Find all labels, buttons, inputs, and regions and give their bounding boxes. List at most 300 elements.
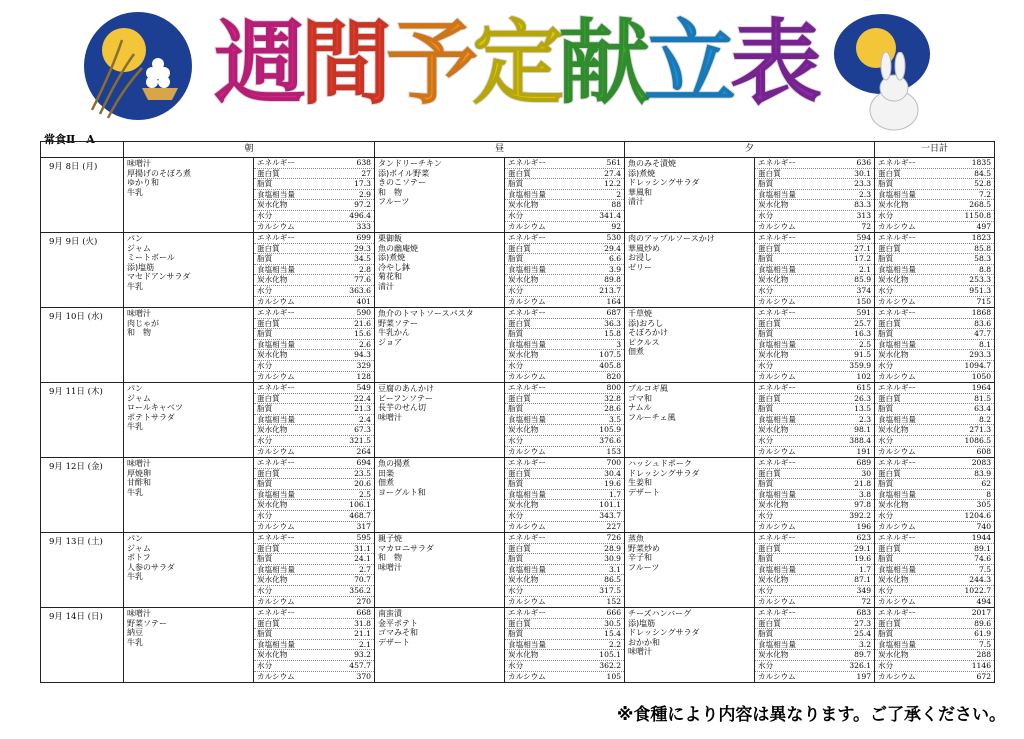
nutrient-label: 蛋白質 (758, 468, 781, 478)
nutrient-row (875, 286, 994, 297)
nutrient-row (505, 233, 624, 244)
nutrient-row (755, 233, 874, 244)
nutrient-value: 401 (356, 296, 372, 306)
nutrient-row (755, 308, 874, 319)
nutrient-row (505, 158, 624, 169)
nutrient-label: エネルギー (758, 383, 796, 392)
nutrient-row (505, 200, 624, 211)
nutrient-label: 食塩相当量 (758, 489, 796, 499)
nutrient-row (875, 500, 994, 511)
nutrient-label: エネルギー (758, 608, 796, 617)
nutrient-value: 63.4 (974, 404, 992, 414)
nutrient-label: 炭水化物 (508, 425, 539, 435)
nutrient-row (755, 500, 874, 511)
nutrient-row (875, 211, 994, 222)
nutrient-value: 497 (976, 221, 992, 231)
dish-item: ロールキャベツ (127, 403, 183, 413)
nutrient-row (505, 650, 624, 661)
nutrient-label: 炭水化物 (878, 200, 909, 210)
nutrient-label: 炭水化物 (758, 275, 789, 285)
dish-item: ドレッシングサラダ (628, 178, 700, 188)
nutrient-row (505, 619, 624, 630)
nutrient-label: 脂質 (508, 404, 524, 414)
nutrient-row (875, 158, 994, 169)
nutrient-row (505, 533, 624, 544)
dish-item: 田楽 (378, 468, 395, 478)
nutrient-label: 蛋白質 (508, 468, 531, 478)
nutrient-label: エネルギー (878, 383, 917, 392)
nutrient-value: 22.4 (354, 393, 372, 403)
daily-total-nutrition (875, 233, 995, 308)
nutrient-row (755, 394, 874, 405)
nutrient-label: 水分 (758, 510, 774, 520)
nutrient-row (254, 575, 374, 586)
nutrient-label: 脂質 (758, 329, 774, 339)
page-title (214, 10, 823, 117)
nutrient-label: 食塩相当量 (758, 189, 796, 199)
nutrient-label: 炭水化物 (508, 350, 539, 360)
nutrient-row (875, 319, 994, 330)
dish-item: 清汁 (378, 281, 395, 291)
dish-item: パン (127, 234, 143, 243)
lunch-dishes (375, 608, 505, 683)
nutrient-row (875, 458, 994, 469)
nutrient-label: エネルギー (257, 533, 295, 542)
nutrient-label: 水分 (508, 285, 524, 295)
nutrient-label: 食塩相当量 (878, 339, 917, 349)
nutrient-value: 293.3 (969, 350, 992, 360)
daily-total-header: 一日計 (875, 142, 995, 158)
nutrient-row (875, 608, 994, 619)
nutrient-value: 608 (976, 446, 992, 456)
dish-item: 野菜ソテー (127, 618, 167, 628)
nutrient-label: 蛋白質 (257, 318, 280, 328)
nutrient-value: 62 (981, 479, 992, 489)
breakfast-dishes (124, 158, 254, 233)
daily-total-nutrition (875, 608, 995, 683)
nutrient-label: 炭水化物 (257, 575, 288, 585)
nutrient-label: カルシウム (758, 596, 796, 606)
dish-item: ミートボール (127, 253, 175, 263)
nutrient-label: エネルギー (878, 458, 917, 467)
dinner-nutrition (755, 158, 875, 233)
nutrient-label: カルシウム (758, 371, 796, 381)
nutrient-value: 253.3 (969, 275, 992, 285)
nutrient-value: 83.3 (854, 200, 872, 210)
nutrient-value: 683 (856, 608, 872, 617)
nutrient-row (755, 436, 874, 447)
dish-item: 千草焼 (628, 309, 653, 318)
date-cell: 9月 14日 (日) (41, 608, 124, 683)
dish-item: デザート (378, 637, 411, 647)
dish-item: タンドリーチキン (378, 159, 442, 168)
nutrient-row (755, 554, 874, 565)
nutrient-value: 457.7 (349, 660, 372, 670)
nutrient-row (755, 533, 874, 544)
nutrient-label: 炭水化物 (878, 425, 909, 435)
dish-item: 甘酢和 (127, 478, 151, 488)
dish-item: 魚の幽庵焼 (378, 243, 419, 253)
nutrient-value: 83.6 (974, 318, 992, 328)
nutrient-value: 1835 (971, 158, 992, 167)
nutrient-row (755, 329, 874, 340)
nutrient-row (254, 383, 374, 394)
nutrient-row (755, 222, 874, 232)
nutrient-row (875, 565, 994, 576)
title-char: 定 (472, 10, 565, 117)
nutrient-label: 炭水化物 (257, 275, 288, 285)
breakfast-nutrition (254, 608, 375, 683)
nutrient-label: 炭水化物 (508, 500, 539, 510)
nutrient-row (505, 544, 624, 555)
nutrient-row (505, 329, 624, 340)
nutrient-value: 30.4 (604, 468, 622, 478)
nutrient-value: 3.8 (858, 489, 872, 499)
nutrient-row (755, 661, 874, 672)
nutrient-value: 105.1 (599, 650, 622, 660)
nutrient-label: カルシウム (878, 521, 916, 531)
dish-item: チーズハンバーグ (628, 609, 692, 618)
dinner-nutrition (755, 233, 875, 308)
nutrient-row (875, 308, 994, 319)
nutrient-value: 288 (976, 650, 992, 660)
nutrient-value: 105 (606, 671, 622, 681)
nutrient-row (755, 350, 874, 361)
nutrient-value: 496.4 (349, 210, 372, 220)
nutrient-row (875, 436, 994, 447)
nutrient-label: 脂質 (257, 254, 273, 264)
nutrient-value: 615 (856, 383, 872, 392)
nutrient-value: 666 (606, 608, 622, 617)
nutrient-value: 89.1 (974, 543, 992, 553)
nutrient-value: 98.1 (854, 425, 872, 435)
nutrient-value: 594 (856, 233, 872, 242)
nutrient-label: エネルギー (257, 458, 295, 467)
nutrient-row (254, 329, 374, 340)
nutrient-value: 15.8 (604, 329, 622, 339)
nutrient-label: 炭水化物 (878, 275, 909, 285)
title-char: 予 (386, 10, 479, 117)
nutrient-row (755, 597, 874, 607)
nutrient-label: 水分 (758, 660, 774, 670)
nutrient-value: 271.3 (969, 425, 992, 435)
nutrient-value: 196 (856, 521, 872, 531)
nutrient-value: 197 (856, 671, 872, 681)
nutrient-value: 12.2 (604, 179, 622, 189)
nutrient-label: 食塩相当量 (758, 639, 796, 649)
nutrient-label: エネルギー (257, 158, 295, 167)
lunch-dishes (375, 308, 505, 383)
nutrient-row (875, 265, 994, 276)
nutrient-label: 食塩相当量 (758, 264, 796, 274)
dish-item: きのこソテー (378, 178, 427, 188)
nutrient-row (254, 297, 374, 307)
nutrient-label: カルシウム (878, 296, 916, 306)
dish-item: ハッシュドポーク (628, 459, 692, 468)
nutrient-label: エネルギー (758, 233, 796, 242)
nutrient-row (254, 522, 374, 532)
nutrient-row (875, 361, 994, 372)
nutrient-value: 8.8 (978, 264, 992, 274)
nutrient-row (755, 286, 874, 297)
nutrient-value: 19.6 (604, 479, 622, 489)
nutrient-row (755, 650, 874, 661)
nutrient-value: 21.6 (354, 318, 372, 328)
nutrient-label: 蛋白質 (508, 243, 531, 253)
nutrient-value: 349 (856, 585, 872, 595)
dish-item: 味噌汁 (127, 459, 151, 468)
nutrient-value: 7.2 (978, 189, 992, 199)
breakfast-nutrition (254, 383, 375, 458)
nutrient-row (505, 383, 624, 394)
nutrient-label: 脂質 (508, 329, 524, 339)
nutrient-value: 694 (356, 458, 372, 467)
nutrient-value: 17.3 (354, 179, 372, 189)
nutrient-label: 蛋白質 (508, 618, 531, 628)
nutrient-row (755, 458, 874, 469)
nutrient-row (505, 265, 624, 276)
nutrient-value: 91.5 (854, 350, 872, 360)
nutrient-label: 脂質 (508, 479, 524, 489)
nutrient-label: カルシウム (257, 521, 295, 531)
lunch-dishes (375, 158, 505, 233)
nutrient-value: 67.3 (354, 425, 372, 435)
dish-item: ゴマみそ和 (378, 628, 419, 638)
lunch-nutrition (505, 308, 625, 383)
nutrient-label: 食塩相当量 (508, 564, 546, 574)
nutrient-value: 89.7 (854, 650, 872, 660)
nutrient-value: 27.3 (854, 618, 872, 628)
dish-item: ポトフ (127, 553, 151, 563)
nutrient-value: 153 (606, 446, 622, 456)
dish-item: 栗御飯 (378, 234, 403, 243)
nutrient-row (505, 575, 624, 586)
nutrient-value: 591 (856, 308, 872, 317)
date-cell: 9月 13日 (土) (41, 533, 124, 608)
nutrient-row (755, 479, 874, 490)
nutrient-row (505, 479, 624, 490)
nutrient-label: 食塩相当量 (878, 189, 917, 199)
nutrient-row (755, 586, 874, 597)
nutrient-row (755, 608, 874, 619)
daily-total-nutrition (875, 383, 995, 458)
nutrient-value: 1.7 (858, 564, 872, 574)
nutrient-label: エネルギー (508, 233, 546, 242)
dish-item: 金平ポテト (378, 618, 419, 628)
nutrient-value: 326.1 (849, 660, 872, 670)
nutrient-row (505, 308, 624, 319)
nutrient-label: 蛋白質 (878, 543, 901, 553)
nutrient-row (875, 340, 994, 351)
dish-item: 味噌汁 (378, 412, 403, 422)
nutrient-label: 蛋白質 (508, 318, 531, 328)
nutrient-value: 1964 (971, 383, 992, 392)
nutrient-value: 1.7 (608, 489, 622, 499)
nutrient-row (875, 469, 994, 480)
nutrient-row (755, 640, 874, 651)
dish-item: 添)ボイル野菜 (378, 168, 430, 178)
nutrient-value: 2017 (971, 608, 992, 617)
nutrient-row (875, 297, 994, 307)
title-char: 表 (730, 10, 823, 117)
dish-item: 南蛮漬 (378, 609, 403, 618)
dish-item: 牛乳 (127, 572, 143, 582)
nutrient-value: 2.9 (358, 189, 372, 199)
nutrient-row (875, 619, 994, 630)
dinner-dishes (625, 608, 755, 683)
nutrient-value: 191 (856, 446, 872, 456)
nutrient-label: エネルギー (508, 533, 546, 542)
date-header (41, 142, 124, 158)
nutrient-label: 炭水化物 (758, 425, 789, 435)
nutrient-row (254, 458, 374, 469)
nutrient-label: 脂質 (878, 629, 894, 639)
nutrient-value: 2.5 (858, 339, 872, 349)
nutrient-value: 549 (356, 383, 372, 392)
nutrient-row (875, 629, 994, 640)
nutrient-label: 食塩相当量 (508, 339, 546, 349)
nutrient-value: 6.6 (608, 254, 622, 264)
nutrient-value: 362.2 (599, 660, 622, 670)
nutrient-row (254, 619, 374, 630)
dish-item: 味噌汁 (127, 309, 151, 318)
nutrient-row (755, 490, 874, 501)
nutrient-label: 水分 (257, 585, 273, 595)
nutrient-value: 343.7 (599, 510, 622, 520)
nutrient-row (755, 158, 874, 169)
nutrient-value: 370 (356, 671, 372, 681)
nutrient-label: 脂質 (878, 329, 894, 339)
nutrient-value: 244.3 (969, 575, 992, 585)
nutrient-row (254, 533, 374, 544)
nutrient-value: 1050 (971, 371, 992, 381)
nutrient-value: 31.8 (354, 618, 372, 628)
dish-item: 添)煮焼 (378, 253, 406, 263)
nutrient-label: 食塩相当量 (508, 414, 546, 424)
nutrient-row (755, 169, 874, 180)
nutrient-value: 3.9 (608, 264, 622, 274)
nutrient-value: 213.7 (599, 285, 622, 295)
nutrient-label: 炭水化物 (257, 200, 288, 210)
nutrient-row (755, 544, 874, 555)
nutrient-value: 27.4 (604, 168, 622, 178)
nutrient-row (755, 469, 874, 480)
nutrient-row (505, 447, 624, 457)
day-row (41, 308, 995, 383)
nutrient-value: 376.6 (599, 435, 622, 445)
dish-item: 和 物 (127, 328, 151, 338)
dish-item: 牛乳 (127, 487, 143, 497)
nutrient-label: 蛋白質 (508, 393, 531, 403)
nutrient-row (755, 575, 874, 586)
dish-item: 蒸魚 (628, 534, 645, 543)
nutrient-row (505, 597, 624, 607)
breakfast-dishes (124, 233, 254, 308)
nutrient-row (505, 394, 624, 405)
nutrient-label: 食塩相当量 (758, 414, 796, 424)
nutrient-label: 水分 (508, 210, 524, 220)
lunch-dishes (375, 533, 505, 608)
nutrient-label: 食塩相当量 (257, 189, 295, 199)
dish-item: 野菜ソテー (378, 318, 419, 328)
dish-item: おかか和 (628, 637, 661, 647)
nutrient-label: 水分 (508, 435, 524, 445)
nutrient-value: 23.5 (354, 468, 372, 478)
dish-item: 華風炒め (628, 243, 661, 253)
dinner-dishes (625, 533, 755, 608)
nutrient-value: 87.1 (854, 575, 872, 585)
nutrient-label: カルシウム (758, 296, 796, 306)
nutrient-value: 29.4 (604, 243, 622, 253)
nutrient-value: 356.2 (349, 585, 372, 595)
nutrient-value: 672 (976, 671, 992, 681)
nutrient-value: 47.7 (974, 329, 992, 339)
nutrient-label: 食塩相当量 (257, 264, 295, 274)
nutrient-row (755, 404, 874, 415)
dish-item: 和 物 (378, 553, 403, 563)
nutrient-value: 150 (856, 296, 872, 306)
nutrient-value: 623 (856, 533, 872, 542)
nutrient-value: 2.3 (858, 189, 872, 199)
dish-item: 清汁 (628, 197, 645, 207)
nutrient-row (875, 479, 994, 490)
nutrient-value: 341.4 (599, 210, 622, 220)
nutrient-label: 食塩相当量 (257, 414, 295, 424)
nutrient-label: 蛋白質 (878, 618, 901, 628)
nutrient-value: 36.3 (604, 318, 622, 328)
nutrient-value: 590 (356, 308, 372, 317)
nutrient-row (755, 672, 874, 682)
dish-item: 味噌汁 (628, 647, 653, 657)
nutrient-row (755, 275, 874, 286)
nutrient-label: 脂質 (758, 629, 774, 639)
nutrient-value: 2.5 (358, 489, 372, 499)
nutrient-row (875, 275, 994, 286)
date-cell: 9月 8日 (月) (41, 158, 124, 233)
nutrient-label: 脂質 (878, 404, 894, 414)
dish-item: 味噌汁 (127, 159, 151, 168)
nutrient-value: 97.8 (854, 500, 872, 510)
day-row (41, 458, 995, 533)
nutrient-value: 3.5 (608, 414, 622, 424)
nutrient-label: カルシウム (257, 596, 295, 606)
nutrient-label: カルシウム (508, 221, 546, 231)
nutrient-value: 2.3 (858, 414, 872, 424)
nutrient-label: 食塩相当量 (758, 339, 796, 349)
nutrient-label: 水分 (758, 435, 774, 445)
dish-item: 牛乳かん (378, 328, 411, 338)
nutrient-value: 106.1 (349, 500, 372, 510)
nutrient-value: 3 (616, 339, 622, 349)
dish-item: 牛乳 (127, 281, 143, 291)
dish-item: フルーチェ風 (628, 412, 676, 422)
rabbit-icon (858, 52, 930, 132)
dinner-nutrition (755, 308, 875, 383)
nutrient-value: 58.3 (974, 254, 992, 264)
dish-item: 生姜和 (628, 478, 653, 488)
nutrient-row (505, 490, 624, 501)
nutrient-row (505, 629, 624, 640)
day-row (41, 608, 995, 683)
breakfast-nutrition (254, 158, 375, 233)
nutrient-row (254, 158, 374, 169)
nutrient-value: 84.5 (974, 168, 992, 178)
daily-total-nutrition (875, 533, 995, 608)
nutrient-row (505, 340, 624, 351)
nutrient-label: カルシウム (508, 596, 546, 606)
nutrient-value: 317.5 (599, 585, 622, 595)
dinner-nutrition (755, 383, 875, 458)
